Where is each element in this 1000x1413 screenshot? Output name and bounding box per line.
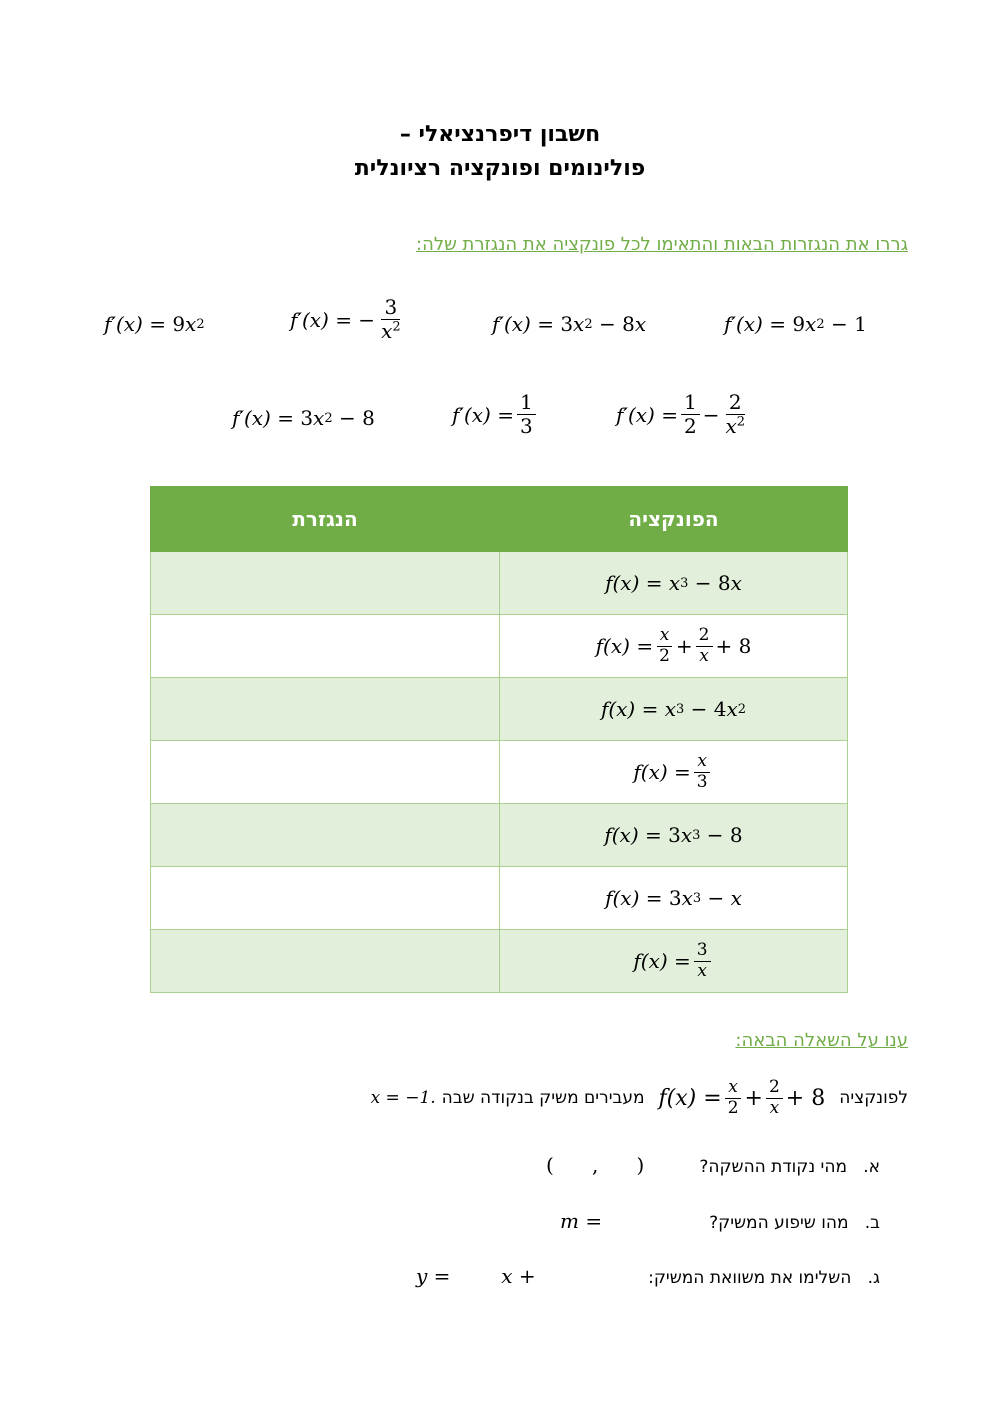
intro-function: f(x) = $\frac{x}{2}$ + $\frac{2}{x}$ + 8: [658, 1077, 826, 1118]
intro-prefix: לפונקציה: [839, 1088, 908, 1109]
table-row: [151, 678, 848, 741]
table-row: [151, 867, 848, 930]
matching-table: [150, 486, 848, 993]
derivative-drop-zone[interactable]: [151, 615, 500, 678]
derivative-card-7[interactable]: f′(x) = $\frac{1}{2}$ − $\frac{2}{x^2}$: [616, 390, 746, 438]
item-letter: ב.: [864, 1213, 880, 1233]
derivative-card-3[interactable]: f′(x) = 3 x 2 − 8 x: [492, 312, 647, 336]
question-item-c: [648, 1268, 880, 1288]
answer-point-field[interactable]: ( , ): [546, 1153, 645, 1177]
derivative-drop-zone[interactable]: [151, 678, 500, 741]
derivative-card-2[interactable]: f′(x) = − $\frac{3}{x^2}$: [290, 295, 401, 343]
derivative-drop-zone[interactable]: [151, 804, 500, 867]
derivative-drop-zone[interactable]: [151, 930, 500, 993]
derivative-card-4[interactable]: f′(x) = 9 x 2 − 1: [724, 312, 867, 336]
page-title: חשבון דיפרנציאלי –: [399, 122, 601, 147]
derivative-card-6[interactable]: f′(x) = $\frac{1}{3}$: [452, 391, 539, 438]
table-row: [151, 930, 848, 993]
derivative-drop-zone[interactable]: [151, 867, 500, 930]
header-function: הפונקציה: [500, 487, 848, 552]
item-text: השלימו את משוואת המשיק:: [648, 1268, 852, 1288]
question-heading: ענו על השאלה הבאה:: [735, 1030, 908, 1051]
item-text: מהו שיפוע המשיק?: [709, 1213, 849, 1233]
question-item-a: [699, 1157, 880, 1177]
question-item-b: [709, 1213, 880, 1233]
derivative-drop-zone[interactable]: [151, 552, 500, 615]
question-intro: [371, 1078, 908, 1118]
derivative-drop-zone[interactable]: [151, 741, 500, 804]
function-cell: f(x) = 3 x 3 − x: [500, 867, 848, 930]
header-derivative: הנגזרת: [151, 487, 500, 552]
table-row: [151, 804, 848, 867]
function-cell: f(x) = 3 x 3 − 8: [500, 804, 848, 867]
function-cell: f(x) = $\frac{x}{3}$: [500, 741, 848, 804]
function-cell: f(x) = x 3 − 8 x: [500, 552, 848, 615]
function-cell: f(x) = x 3 − 4 x 2: [500, 678, 848, 741]
intro-suffix: מעבירים משיק בנקודה שבה: [441, 1088, 645, 1109]
answer-tangent-equation-field[interactable]: y = x +: [416, 1264, 536, 1288]
derivative-card-5[interactable]: f′(x) = 3 x 2 − 8: [232, 406, 375, 430]
instructions-heading: גררו את הנגזרות הבאות והתאימו לכל פונקציה את הנגזרת שלה:: [416, 234, 908, 255]
item-letter: ג.: [867, 1268, 880, 1288]
table-row: [151, 552, 848, 615]
item-letter: א.: [863, 1157, 880, 1177]
table-row: [151, 615, 848, 678]
page-subtitle: פולינומים ופונקציה רציונלית: [354, 156, 646, 181]
table-row: [151, 741, 848, 804]
function-cell: f(x) = $\frac{3}{x}$: [500, 930, 848, 993]
function-cell: f(x) = $\frac{x}{2}$ + $\frac{2}{x}$ + 8: [500, 615, 848, 678]
item-text: מהי נקודת ההשקה?: [699, 1157, 847, 1177]
answer-slope-field[interactable]: m =: [560, 1209, 603, 1233]
derivative-card-1[interactable]: f′(x) = 9 x 2: [104, 312, 205, 336]
intro-point: x = −1.: [370, 1088, 436, 1109]
